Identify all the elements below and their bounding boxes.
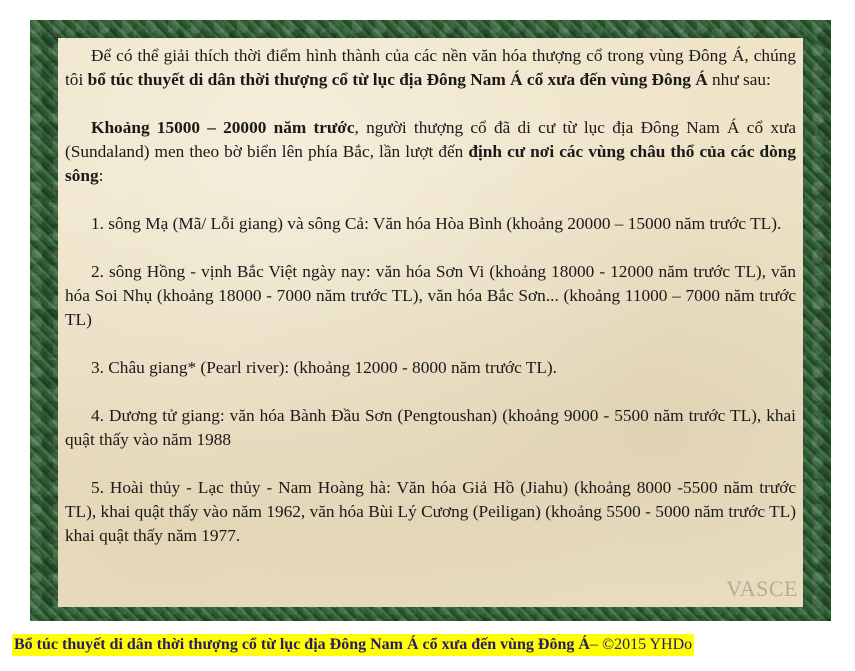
caption-copyright: – ©2015 YHDo <box>589 636 693 653</box>
intro-bold: bổ túc thuyết di dân thời thượng cổ từ lục địa Đông Nam Á cổ xưa đến vùng Đông Á <box>87 70 708 89</box>
list-item-5: 5. Hoài thủy - Lạc thủy - Nam Hoàng hà: Văn hóa Giả Hồ (Jiahu) (khoảng 8000 -5500 năm trước TL), khai quật thấy vào năm 1962, văn hóa Bùi Lý Cương (Peiligan) (khoảng 5500 - 5000 năm trước TL) khai quật thấy năm 1977. <box>65 478 796 545</box>
migration-colon: : <box>98 166 104 185</box>
list-item-4: 4. Dương tử giang: văn hóa Bành Đầu Sơn (Pengtoushan) (khoảng 9000 - 5500 năm trước TL), khai quật thấy vào năm 1988 <box>65 406 796 449</box>
migration-text: , người thượng cổ đã di cư từ lục địa Đông Nam Á cổ xưa (Sundaland) men theo bờ biển lên phía Bắc, lần lượt đến <box>65 118 796 161</box>
figure-caption <box>12 634 694 656</box>
caption-title: Bổ túc thuyết di dân thời thượng cổ từ lục địa Đông Nam Á cổ xưa đến vùng Đông Á <box>14 636 590 653</box>
list-item-3: 3. Châu giang* (Pearl river): (khoảng 12000 - 8000 năm trước TL). <box>91 358 557 377</box>
text-panel <box>58 38 803 607</box>
migration-bold-settle: định cư nơi các vùng châu thổ của các dòng sông <box>65 142 796 185</box>
intro-text-2: như sau: <box>707 70 771 89</box>
list-item-1: 1. sông Mạ (Mã/ Lỗi giang) và sông Cả: Văn hóa Hòa Bình (khoảng 20000 – 15000 năm trước TL). <box>91 214 782 233</box>
migration-paragraph <box>65 116 796 188</box>
migration-bold-period: Khoảng 15000 – 20000 năm trước <box>91 118 355 137</box>
list-item-2: 2. sông Hồng - vịnh Bắc Việt ngày nay: văn hóa Sơn Vi (khoảng 18000 - 12000 năm trước TL), văn hóa Soi Nhụ (khoảng 18000 - 7000 năm trước TL), văn hóa Bắc Sơn... (khoảng 11000 – 7000 năm trước TL) <box>65 262 796 329</box>
intro-paragraph <box>65 44 796 92</box>
intro-text-1: Để có thể giải thích thời điểm hình thành của các nền văn hóa thượng cổ trong vùng Đông Á, chúng tôi <box>65 46 796 89</box>
watermark: VASCE <box>726 576 798 601</box>
